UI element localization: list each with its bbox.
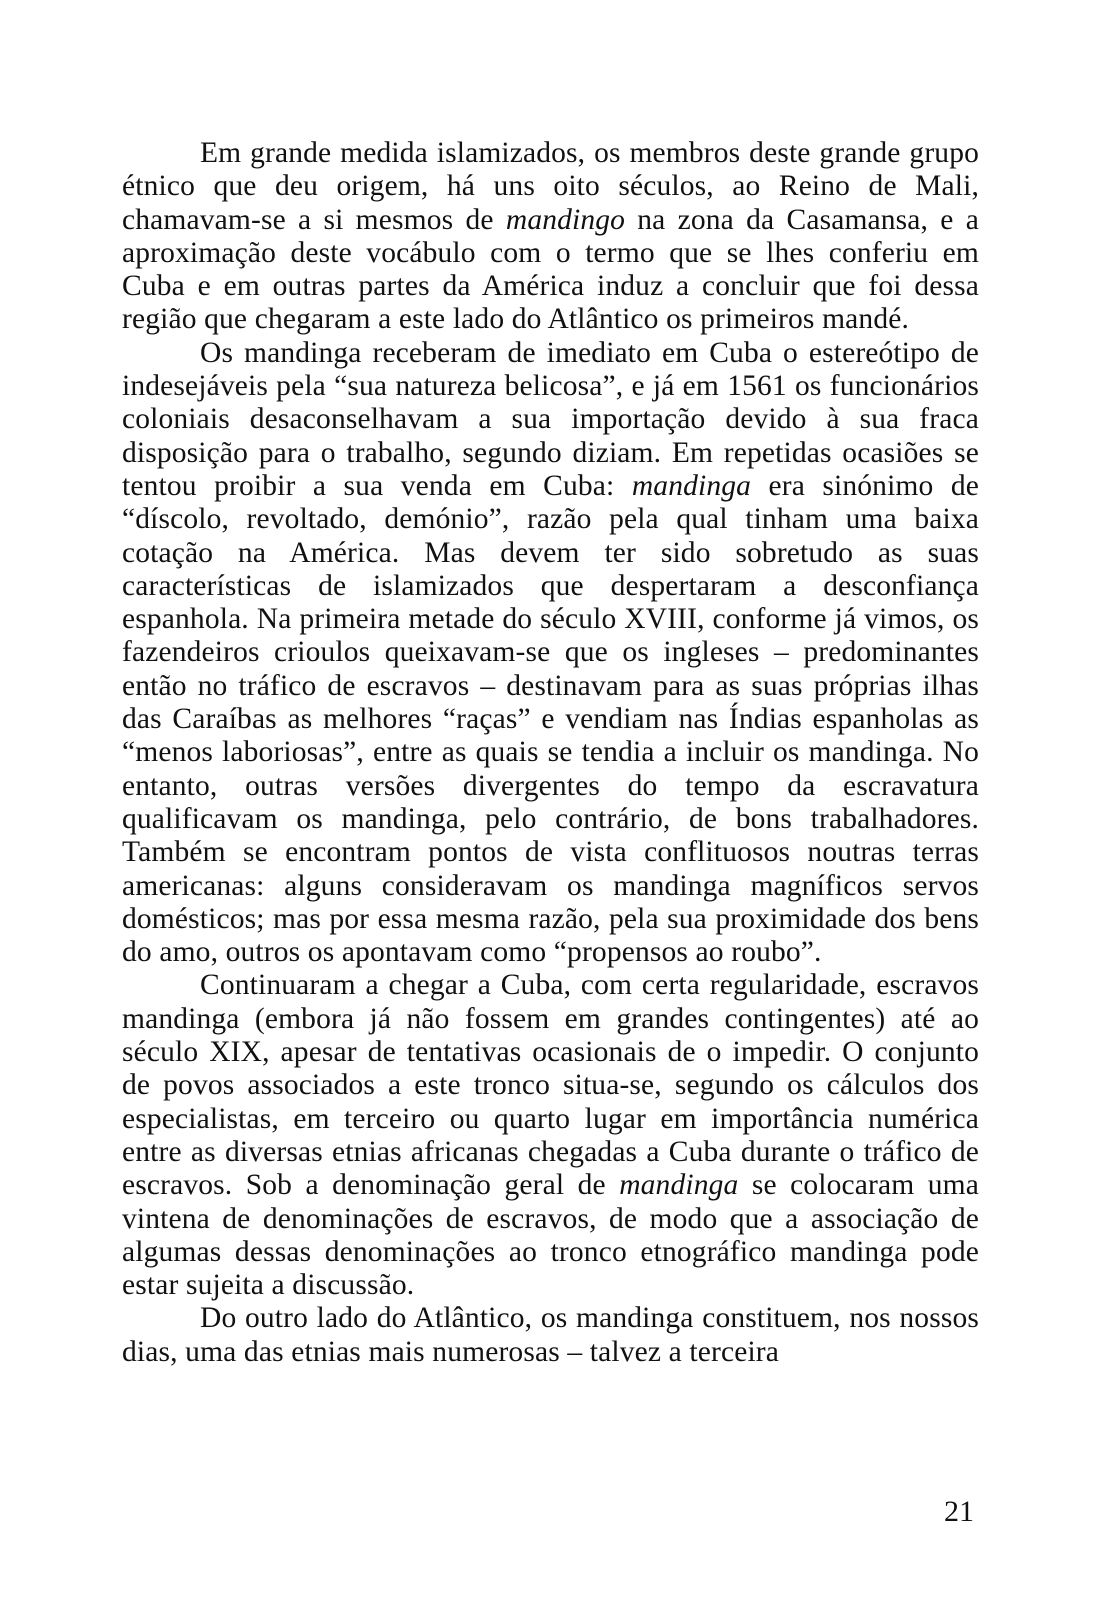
page-number: 21	[944, 1495, 974, 1528]
text-segment: era sinónimo de “díscolo, revoltado, demónio”, razão pela qual tinham uma baixa cotação na América. Mas devem ter sido sobretudo as suas características de islamizados que despertaram a desconfiança espanhola. Na primeira metade do século XVIII, conforme já vimos, os fazendeiros crioulos queixavam-se que os ingleses – predominantes então no tráfico de escravos – destinavam para as suas próprias ilhas das Caraíbas as melhores “raças” e vendiam nas Índias espanholas as “menos laboriosas”, entre as quais se tendia a incluir os mandinga. No entanto, outras versões divergentes do tempo da escravatura qualificavam os mandinga, pelo contrário, de bons trabalhadores. Também se encontram pontos de vista conflituosos noutras terras americanas: alguns consideravam os mandinga magníficos servos domésticos; mas por essa mesma razão, pela sua proximidade dos bens do amo, outros os apontavam como “propensos ao roubo”.	[122, 469, 979, 969]
paragraph-3	[122, 969, 979, 1302]
body-text	[122, 137, 979, 1369]
italic-term: mandingo	[505, 203, 626, 236]
text-segment: Do outro lado do Atlântico, os mandinga constituem, nos nossos dias, uma das etnias mais numerosas – talvez a terceira	[122, 1302, 979, 1368]
paragraph-1	[122, 137, 979, 337]
italic-term: mandinga	[619, 1169, 739, 1202]
text-segment: se colocaram uma vintena de denominações de escravos, de modo que a associação de algumas dessas denominações ao tronco etnográfico mandinga pode estar sujeita a discussão.	[122, 1169, 979, 1302]
text-segment: Os mandinga receberam de imediato em Cuba o estereótipo de indesejáveis pela “sua natureza belicosa”, e já em 1561 os funcionários coloniais desaconselhavam a sua importação devido à sua fraca disposição para o trabalho, segundo diziam. Em repetidas ocasiões se tentou proibir a sua venda em Cuba:	[122, 336, 979, 502]
text-segment: Em grande medida islamizados, os membros deste grande grupo étnico que deu origem, há uns oito séculos, ao Reino de Mali, chamavam-se a si mesmos de	[122, 137, 979, 236]
paragraph-4	[122, 1302, 979, 1369]
paragraph-2	[122, 337, 979, 970]
text-segment: Continuaram a chegar a Cuba, com certa regularidade, escravos mandinga (embora já não fossem em grandes contingentes) até ao século XIX, apesar de tentativas ocasionais de o impedir. O conjunto de povos associados a este tronco situa-se, segundo os cálculos dos especialistas, em terceiro ou quarto lugar em importância numérica entre as diversas etnias africanas chegadas a Cuba durante o tráfico de escravos. Sob a denominação geral de	[122, 969, 979, 1202]
text-segment: na zona da Casamansa, e a aproximação deste vocábulo com o termo que se lhes conferiu em Cuba e em outras partes da América induz a concluir que foi dessa região que chegaram a este lado do Atlântico os primeiros mandé.	[122, 203, 979, 336]
italic-term: mandinga	[631, 469, 752, 502]
